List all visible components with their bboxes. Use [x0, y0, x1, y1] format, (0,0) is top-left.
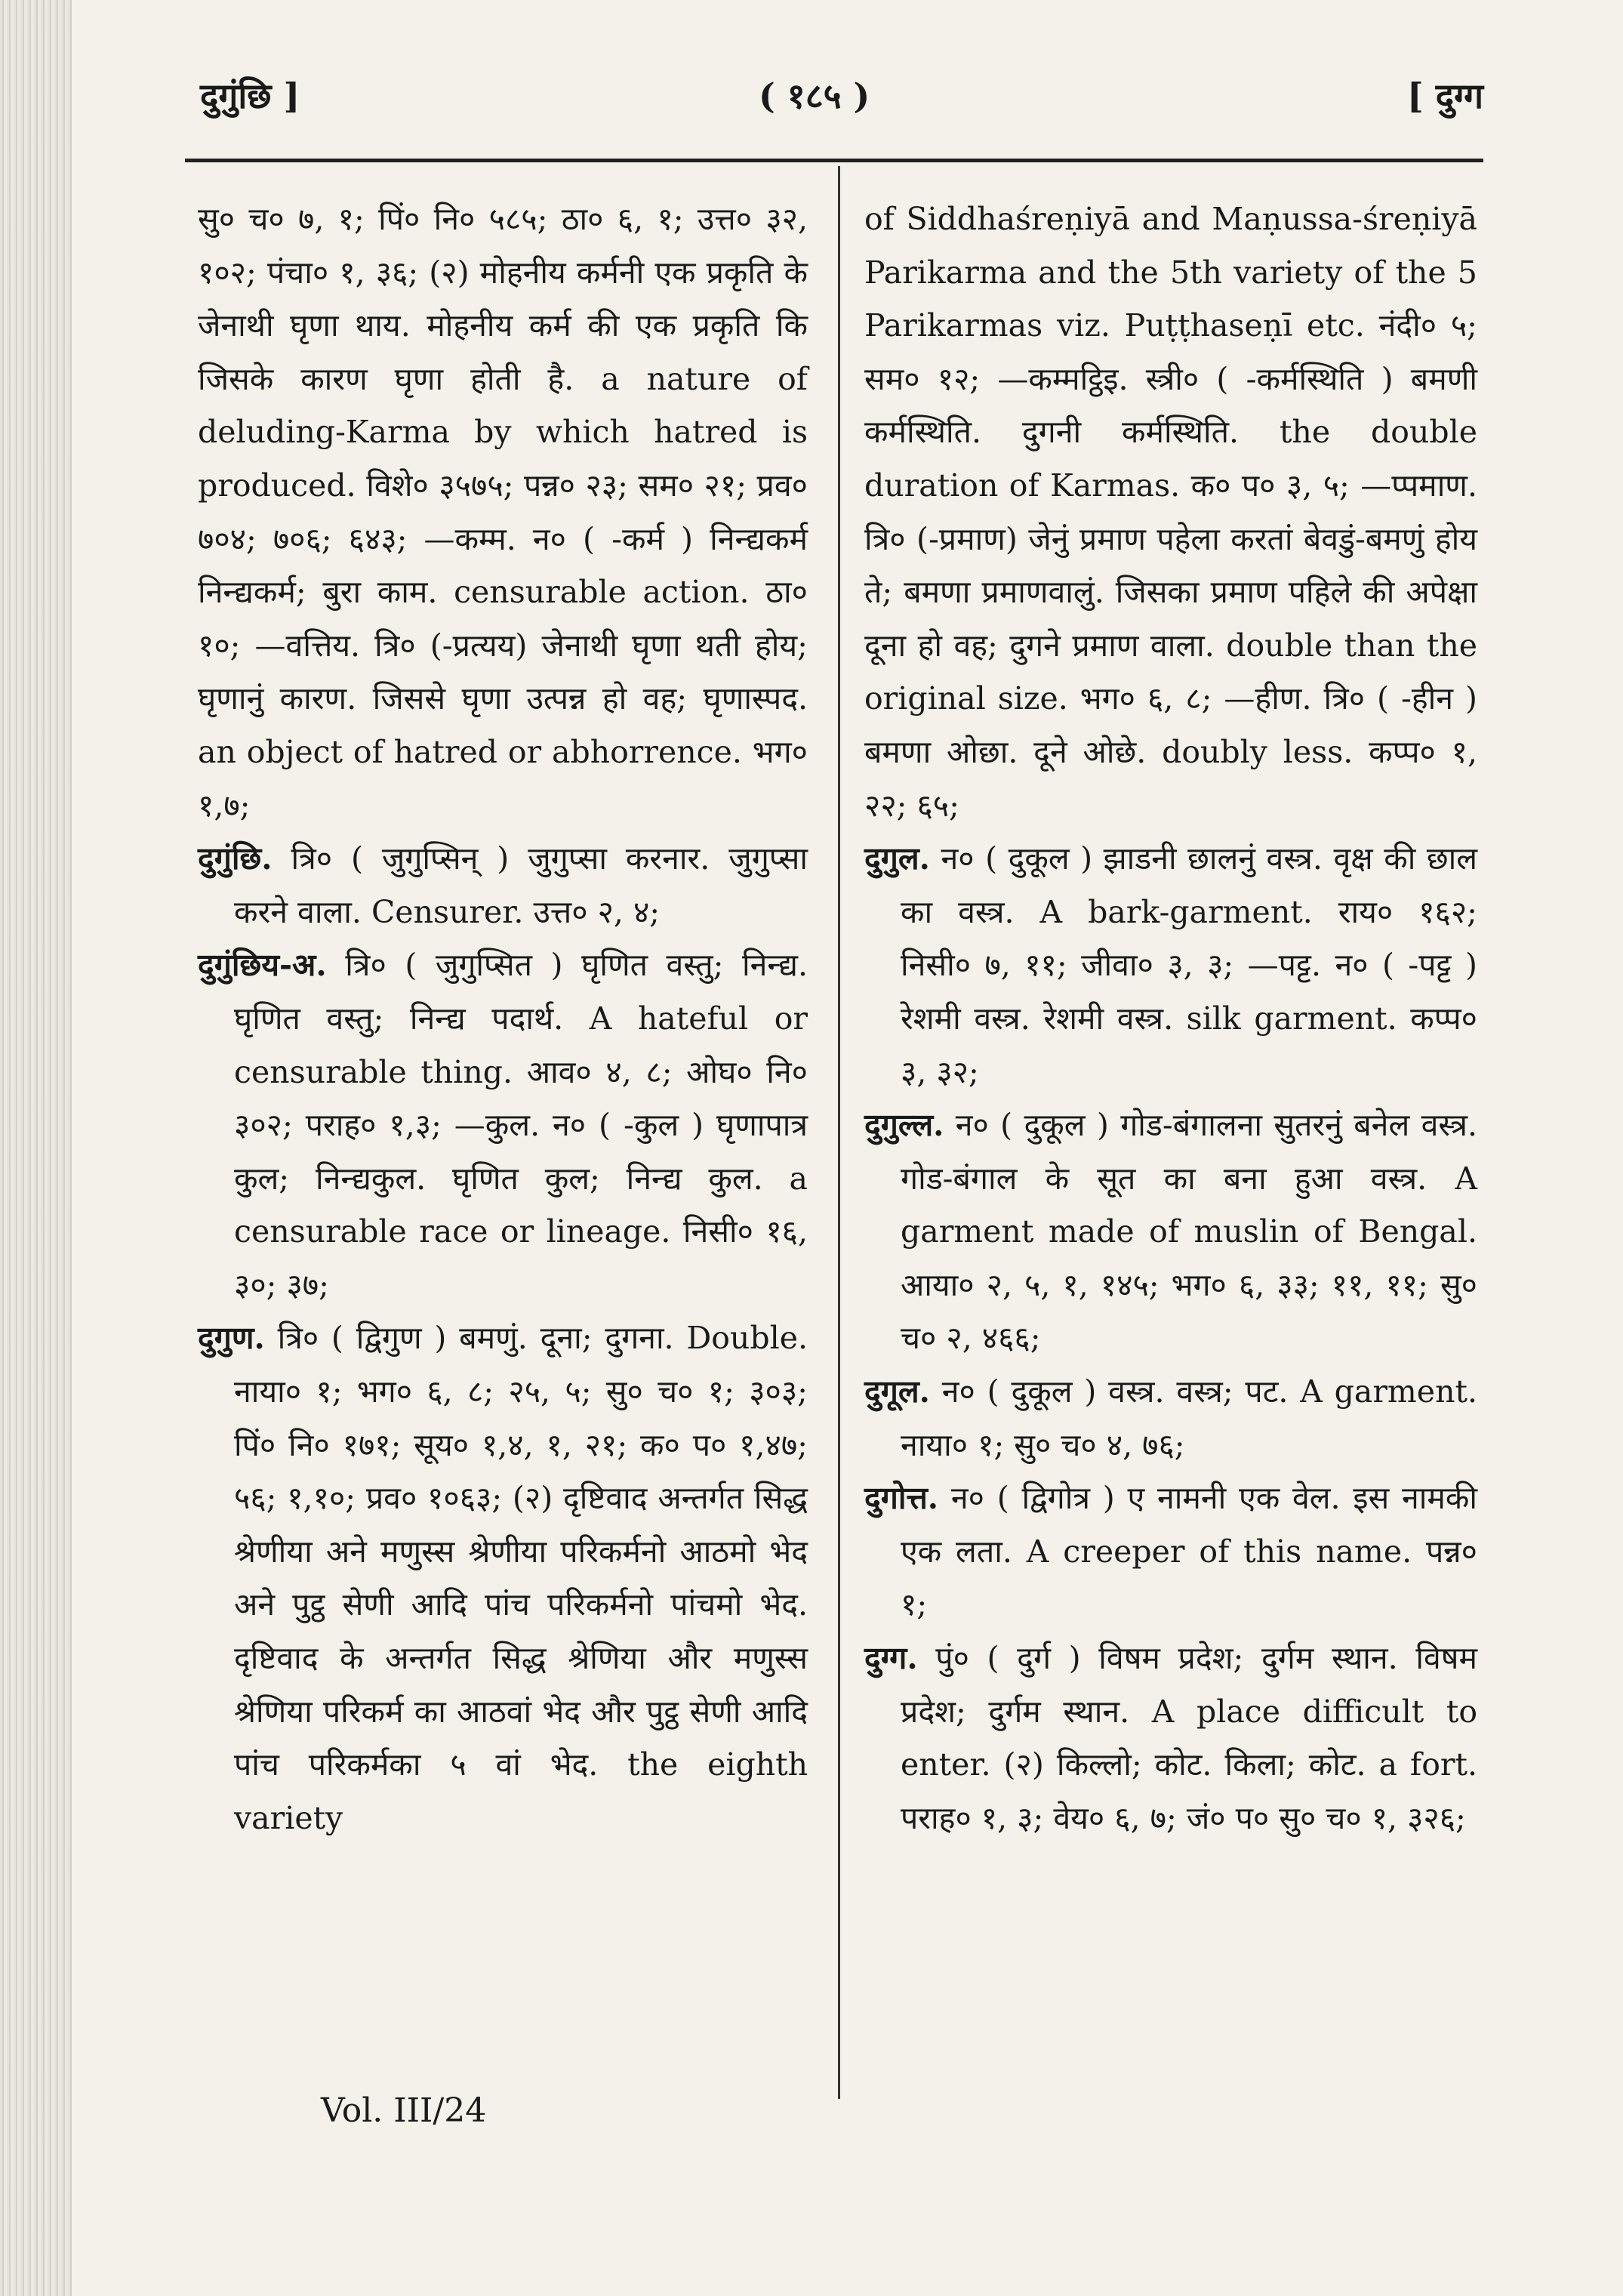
- column-divider: [838, 166, 840, 2099]
- entry-text: न० ( द्विगोत्र ) ए नामनी एक वेल. इस नामकी एक लता. A creeper of this name. पन्न० १;: [901, 1480, 1477, 1623]
- entry: [198, 832, 808, 938]
- entry-headword: दुगुल्ल.: [864, 1107, 944, 1144]
- entry-text: त्रि० ( जुगुप्सिन् ) जुगुप्सा करनार. जुगुप्सा करने वाला. Censurer. उत्त० २, ४;: [234, 840, 808, 930]
- scan-edge: [0, 0, 72, 2296]
- entry-headword: दुगुल.: [864, 840, 930, 877]
- volume-footer: Vol. III/24: [321, 2091, 487, 2130]
- entry-headword: दुगुण.: [198, 1320, 265, 1357]
- entry-text: सु० च० ७, १; पिं० नि० ५८५; ठा० ६, १; उत्त० ३२, १०२; पंचा० १, ३६; (२) मोहनीय कर्मनी एक प्रकृति के जेनाथी घृणा थाय. मोहनीय कर्म की एक प्रकृति कि जिसके कारण घृणा होती है. a nature of deluding-Karma by which hatred is produced. विशे० ३५७५; पन्न० २३; सम० २१; प्रव० ७०४; ७०६; ६४३; —कम्म. न० ( -कर्म ) निन्द्यकर्म निन्द्यकर्म; बुरा काम. censurable action. ठा० १०; —वत्तिय. त्रि० (-प्रत्यय) जेनाथी घृणा थती होय; घृणानुं कारण. जिससे घृणा उत्पन्न हो वह; घृणास्पद. an object of hatred or abhorrence. भग० १,७;: [198, 201, 808, 824]
- entry-text: न० ( दुकूल ) झाडनी छालनुं वस्त्र. वृक्ष की छाल का वस्त्र. A bark-garment. राय० १६२; निसी० ७, ११; जीवा० ३, ३; —पट्ट. न० ( -पट्ट ) रेशमी वस्त्र. रेशमी वस्त्र. silk garment. कप्प० ३, ३२;: [901, 840, 1477, 1090]
- entry-text: त्रि० ( द्विगुण ) बमणुं. दूना; दुगना. Double. नाया० १; भग० ६, ८; २५, ५; सु० च० १; ३०३; पिं० नि० १७१; सूय० १,४, १, २१; क० प० १,४७; ५६; १,१०; प्रव० १०६३; (२) दृष्टिवाद अन्तर्गत सिद्ध श्रेणीया अने मणुस्स श्रेणीया परिकर्मनो आठमो भेद अने पुट्ठ सेणी आदि पांच परिकर्मनो पांचमो भेद. दृष्टिवाद के अन्तर्गत सिद्ध श्रेणिया और मणुस्स श्रेणिया परिकर्म का आठवां भेद और पुट्ठ सेणी आदि पांच परिकर्मका ५ वां भेद. the eighth variety: [234, 1320, 808, 1836]
- entry-text: पुं० ( दुर्ग ) विषम प्रदेश; दुर्गम स्थान. विषम प्रदेश; दुर्गम स्थान. A place difficult to enter. (२) किल्लो; कोट. किला; कोट. a fort. पराह० १, ३; वेय० ६, ७; जं० प० सु० च० १, ३२६;: [901, 1640, 1477, 1836]
- page-number: ( १८५ ): [759, 76, 870, 116]
- left-column: [198, 193, 808, 1845]
- entry: [864, 1099, 1477, 1365]
- entry-text: न० ( दुकूल ) गोड-बंगालना सुतरनुं बनेल वस्त्र. गोड-बंगाल के सूत का बना हुआ वस्त्र. A garment made of muslin of Bengal. आया० २, ५, १, १४५; भग० ६, ३३; ११, ११; सु० च० २, ४६६;: [901, 1107, 1477, 1357]
- header-rule: [185, 159, 1483, 162]
- entry-headword: दुगूल.: [864, 1373, 930, 1410]
- entry: [864, 1365, 1477, 1472]
- entry: [198, 1311, 808, 1845]
- entry: [864, 1472, 1477, 1632]
- entry: [864, 1632, 1477, 1845]
- header-left-headword: दुगुंछि ]: [200, 76, 300, 116]
- entry: [864, 832, 1477, 1099]
- entry-text: न० ( दुकूल ) वस्त्र. वस्त्र; पट. A garment. नाया० १; सु० च० ४, ७६;: [901, 1373, 1477, 1463]
- entry-headword: दुगुंछिय-अ.: [198, 947, 327, 984]
- page-header: [185, 72, 1483, 125]
- entry-text: of Siddhaśreṇiyā and Maṇussa-śreṇiyā Parikarma and the 5th variety of the 5 Parikarmas viz. Puṭṭhaseṇī etc. नंदी० ५; सम० १२; —कम्मट्ठिइ. स्त्री० ( -कर्मस्थिति ) बमणी कर्मस्थिति. दुगनी कर्मस्थिति. the double duration of Karmas. क० प० ३, ५; —प्पमाण. त्रि० (-प्रमाण) जेनुं प्रमाण पहेला करतां बेवडुं-बमणुं होय ते; बमणा प्रमाणवालुं. जिसका प्रमाण पहिले की अपेक्षा दूना हो वह; दुगने प्रमाण वाला. double than the original size. भग० ६, ८; —हीण. त्रि० ( -हीन ) बमणा ओछा. दूने ओछे. doubly less. कप्प० १, २२; ६५;: [864, 201, 1477, 824]
- entry-text: त्रि० ( जुगुप्सित ) घृणित वस्तु; निन्द्य. घृणित वस्तु; निन्द्य पदार्थ. A hateful or censurable thing. आव० ४, ८; ओघ० नि० ३०२; पराह० १,३; —कुल. न० ( -कुल ) घृणापात्र कुल; निन्द्यकुल. घृणित कुल; निन्द्य कुल. a censurable race or lineage. निसी० १६, ३०; ३७;: [234, 947, 808, 1303]
- header-right-headword: [ दुग्ग: [1406, 76, 1483, 116]
- entry-headword: दुगोत्त.: [864, 1480, 939, 1517]
- right-column: [864, 193, 1477, 1845]
- entry-continuation: [198, 193, 808, 832]
- entry-headword: दुगुंछि.: [198, 840, 273, 877]
- entry-headword: दुग्ग.: [864, 1640, 918, 1677]
- entry-continuation: [864, 193, 1477, 832]
- entry: [198, 938, 808, 1311]
